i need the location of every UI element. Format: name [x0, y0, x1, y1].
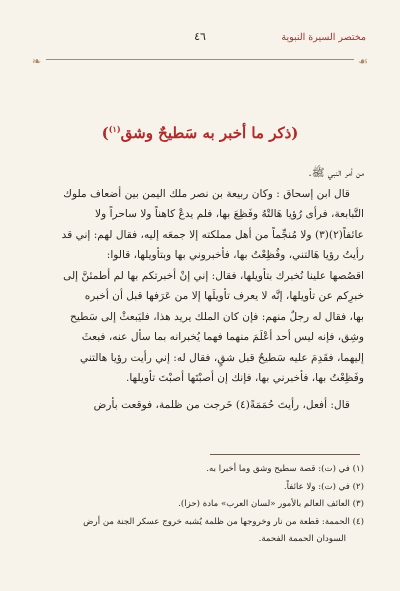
section-heading-footnote-ref: (١) — [108, 124, 121, 134]
text-line: عائفاً(٢)(٣) ولا مُنجِّماً من أهل مملكته إلا جمعَه إليه، فقال لهم: إني قد — [61, 228, 364, 241]
footnote-number: (١) — [352, 464, 364, 474]
right-flourish-icon: ☙ — [358, 55, 368, 68]
footnote-separator — [210, 454, 360, 455]
text-line: وفَظِعْتُ بها، فأخبرني بها، فإنك إن أصبْتَها أصبْتَ تأويلها. — [125, 372, 364, 384]
book-title: مختصر السيرة النبوية — [281, 32, 366, 43]
text-line: قال: أفعل، رأيتَ حُمَمَةً(٤) خَرجت من ظلمة، فوقعت بأرض — [93, 398, 350, 411]
text-line: وشِق، فإنه ليس أحد أعْلَمَ منهما فهما يُخبرانه بما سأل عنه، فبعثَ — [81, 331, 364, 343]
header-rule — [46, 59, 354, 60]
running-header — [18, 30, 382, 68]
footnote — [44, 497, 364, 513]
footnote-number: (٢) — [352, 481, 364, 492]
footnote-number: (٤) — [352, 516, 364, 527]
footnote-continuation: السودان الحممة الفحمة. — [258, 534, 346, 544]
text-line: بها، فقال له رجلٌ منهم: فإن كان الملك يريد هذا، فليَبعثْ إلى سَطيح — [70, 310, 364, 323]
text-line: إليهما، فقَدِمَ عليه سَطيحٌ قبل شقٍ، فقال له: إني رأيت رؤيا هالتني — [80, 351, 364, 364]
text-line: قال ابن إسحاق : وكان ربيعة بن نصر ملك اليمن بين أضعاف ملوك — [63, 187, 350, 200]
footnote-number: (٣) — [352, 499, 364, 509]
header-ornament — [18, 55, 382, 68]
text-line: خبرِكم عن تأويلها، إنَّه لا يعرف تأويلَها إلا من عَرَفها قبل أن أخبره — [84, 290, 364, 302]
footnote — [44, 462, 364, 478]
left-flourish-icon: ❧ — [32, 55, 42, 68]
text-line: رأيتُ رؤيا هَالتني، وفُظِعْتُ بها، فأخبروني بها وبتأويلها، قالوا: — [106, 249, 364, 261]
footnotes — [44, 462, 364, 548]
section-heading-close: ) — [101, 124, 109, 142]
footnote-text: العائف العالم بالأمور «لسان العرب» مادة (حزا). — [178, 499, 350, 509]
page-number: ٤٦ — [194, 30, 206, 43]
text-line: التَّبابعة، فرأى رُؤيا هَالتْهُ وفَظِعَ بها، فلم يدعْ كاهناً ولا ساحراً ولا — [95, 208, 364, 220]
main-text — [44, 163, 364, 415]
section-heading-text: (ذكر ما أخبر به سَطيحٌ وشق — [120, 124, 299, 142]
footnote-text: الحممة: قطعة من نار وخروجها من ظلمة يُشبه خروج عسكر الجنة من أرض — [83, 516, 350, 527]
footnote-text: في (ت): قصة سطيح وشق وما أخبرا به. — [206, 464, 350, 474]
footnote — [44, 480, 364, 496]
text-line: من أمر النبي ﷺ. — [308, 167, 364, 179]
section-heading — [0, 124, 400, 142]
footnote-text: في (ت): ولا عائفاً. — [283, 481, 350, 492]
text-line: اقصُصها علينا نُخبرك بتأويلها، فقال: إني إنْ أخبرتكم بها لم أطمئنَّ إلى — [63, 269, 364, 282]
footnote — [44, 515, 364, 531]
